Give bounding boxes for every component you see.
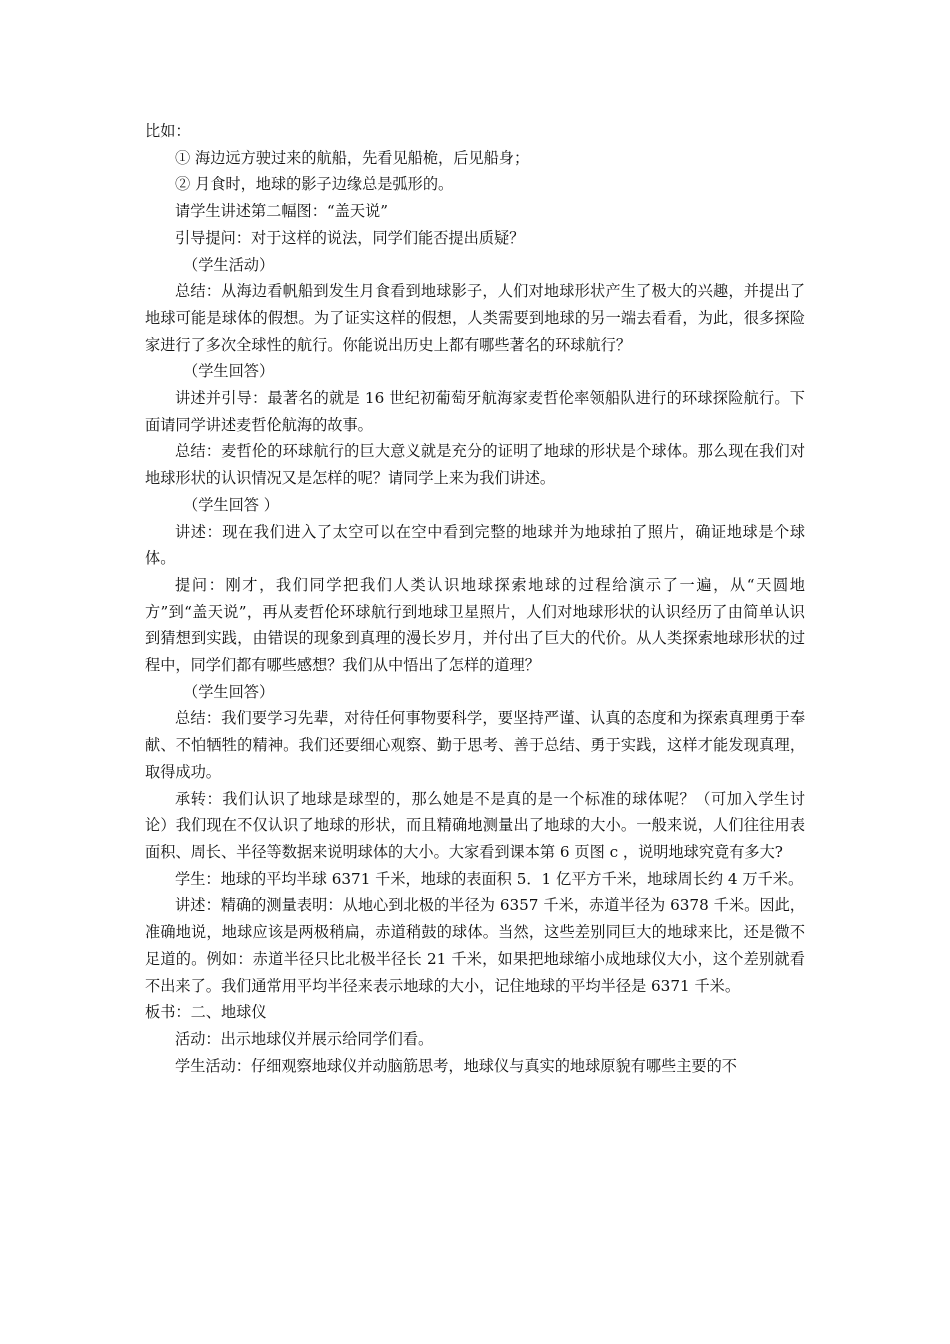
paragraph-precise-measurement: 讲述：精确的测量表明：从地心到北极的半径为 6357 千米，赤道半径为 6378 千米。因此，准确地说，地球应该是两极稍扁，赤道稍鼓的球体。当然，这些差别同巨大的地球来比，还是微不足道的。例如：赤道半径只比北极半径长 21 千米，如果把地球缩小成地球仪大小，这个差别就看不出来了。我们通常用平均半径来表示地球的大小，记住地球的平均半径是 6371 千米。 (145, 896, 805, 995)
paragraph-summary-lessons: 总结：我们要学习先辈，对待任何事物要科学，要坚持严谨、认真的态度和为探索真理勇于奉献、不怕牺牲的精神。我们还要细心观察、勤于思考、善于总结、勇于实践，这样才能发现真理，取得成功。 (145, 709, 805, 781)
paragraph-transition-size: 承转：我们认识了地球是球型的，那么她是不是真的是一个标准的球体呢？（可加入学生讨论）我们现在不仅认识了地球的形状，而且精确地测量出了地球的大小。一般来说，人们往往用表面积、周长、半径等数据来说明球体的大小。大家看到课本第 6 页图 c ，说明地球究竟有多大? (145, 789, 805, 861)
paragraph-student-answer-2: （学生回答 ） (183, 495, 279, 514)
paragraph-magellan-intro: 讲述并引导：最著名的就是 16 世纪初葡萄牙航海家麦哲伦率领船队进行的环球探险航行。下面请同学讲述麦哲伦航海的故事。 (145, 389, 805, 434)
paragraph-magellan-summary: 总结：麦哲伦的环球航行的巨大意义就是充分的证明了地球的形状是个球体。那么现在我们对地球形状的认识情况又是怎样的呢？请同学上来为我们讲述。 (145, 442, 805, 488)
paragraph-space-photo: 讲述：现在我们进入了太空可以在空中看到完整的地球并为地球拍了照片，确证地球是个球体。 (145, 522, 805, 568)
document-body (145, 0, 805, 1079)
paragraph-board-heading: 板书：二、地球仪 (145, 1003, 267, 1022)
paragraph-lunar-eclipse: ② 月食时，地球的影子边缘总是弧形的。 (175, 175, 454, 194)
paragraph-summary-voyages: 总结：从海边看帆船到发生月食看到地球影子，人们对地球形状产生了极大的兴趣，并提出了地球可能是球体的假想。为了证实这样的假想，人类需要到地球的另一端去看看，为此，很多探险家进行了多次全球性的航行。你能说出历史上都有哪些著名的环球航行？ (145, 282, 805, 354)
paragraph-student-activity: （学生活动） (183, 255, 275, 274)
document-page (145, 0, 805, 1079)
paragraph-student-answer-1: （学生回答） (183, 362, 275, 381)
paragraph-second-picture: 请学生讲述第二幅图：“盖天说” (175, 202, 388, 221)
paragraph-student-globe-activity: 学生活动：仔细观察地球仪并动脑筋思考，地球仪与真实的地球原貌有哪些主要的不 (175, 1056, 737, 1075)
paragraph-ship-mast: ① 海边远方驶过来的航船，先看见船桅，后见船身； (175, 148, 530, 167)
paragraph-guiding-question: 引导提问：对于这样的说法，同学们能否提出质疑？ (175, 228, 525, 247)
paragraph-reflection-question: 提问：刚才，我们同学把我们人类认识地球探索地球的过程给演示了一遍，从“天圆地方”到“盖天说”，再从麦哲伦环球航行到地球卫星照片，人们对地球形状的认识经历了由简单认识到猜想到实践，由错误的现象到真理的漫长岁月，并付出了巨大的代价。从人类探索地球形状的过程中，同学们都有哪些感想？我们从中悟出了怎样的道理？ (145, 575, 805, 675)
paragraph-for-example: 比如： (145, 122, 191, 140)
paragraph-student-size-answer: 学生：地球的平均半球 6371 千米，地球的表面积 5．1 亿平方千米，地球周长约 4 万千米。 (175, 869, 804, 888)
paragraph-student-answer-3: （学生回答） (183, 682, 275, 701)
paragraph-globe-activity: 活动：出示地球仪并展示给同学们看。 (175, 1029, 434, 1048)
